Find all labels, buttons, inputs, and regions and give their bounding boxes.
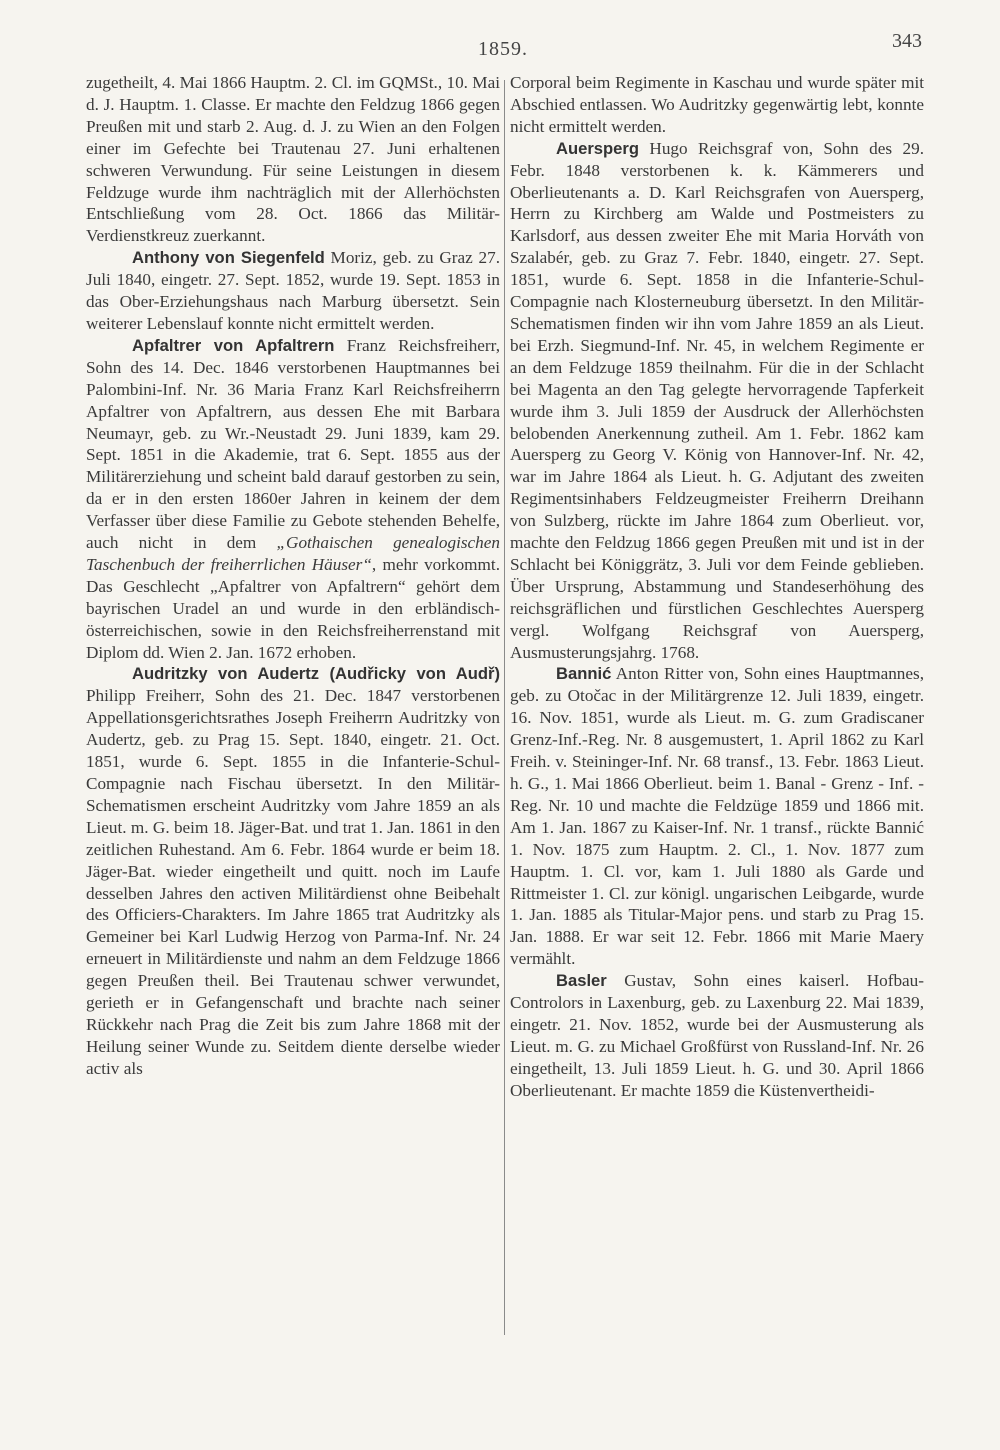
entry-text: Hugo Reichsgraf von, Sohn des 29. Febr. 1848 verstorbenen k. k. Kämmerers und Oberlieutenants a. D. Karl Reichsgrafen von Auersperg, Herrn zu Kirchberg am Walde und Postmeisters zu Karlsdorf, aus dessen zweiter Ehe mit Maria Horváth von Szalabér, geb. zu Graz 7. Febr. 1840, eingetr. 27. Sept. 1851, wurde 6. Sept. 1858 in die Infanterie-Schul-Compagnie nach Klosterneuburg übersetzt. In den Militär-Schematismen finden wir ihn vom Jahre 1859 an als Lieut. bei Erzh. Siegmund-Inf. Nr. 45, in welchem Regimente er an dem Feldzuge 1859 theilnahm. Für die in der Schlacht bei Magenta an den Tag gelegte hervorragende Tapferkeit wurde ihm 3. Juli 1859 der Ausdruck der Allerhöchsten belobenden Anerkennung zutheil. Am 1. Febr. 1862 kam Auersperg zu Georg V. König von Hannover-Inf. Nr. 42, war im Jahre 1864 als Lieut. h. G. Adjutant des zweiten Regimentsinhabers Feldzeugmeister Freiherrn Dreihann von Sulzberg, rückte im Jahre 1864 zum Oberlieut. vor, machte den Feldzug 1866 gegen Preußen mit und ist in der Schlacht bei Königgrätz, 3. Juli vor dem Feinde geblieben. Über Ursprung, Abstammung und Standeserhöhung des reichsgräflichen und fürstlichen Geschlechtes Auersperg vergl. Wolfgang Reichsgraf von Auersperg, Ausmusterungsjahrg. 1768. [510,138,924,662]
running-head-year: 1859. [478,38,528,60]
entry-headword: Basler [556,971,607,991]
text-columns [86,72,924,1342]
entry-text: Anton Ritter von, Sohn eines Hauptmannes, geb. zu Otočac in der Militärgrenze 12. Juli 1839, eingetr. 16. Nov. 1851, wurde als Lieut. m. G. zum Gradiscaner Grenz-Inf.-Reg. Nr. 8 ausgemustert, 1. April 1862 zu Karl Freih. v. Steininger-Inf. Nr. 68 transf., 13. Febr. 1863 Lieut. h. G., 1. Mai 1866 Oberlieut. beim 1. Banal - Grenz - Inf. - Reg. Nr. 10 und machte die Feldzüge 1859 und 1866 mit. Am 1. Jan. 1867 zu Kaiser-Inf. Nr. 1 transf., rückte Bannić 1. Nov. 1875 zum Hauptm. 2. Cl., 1. Nov. 1877 zum Hauptm. 1. Cl. vor, kam 1. Juli 1880 als Garde und Rittmeister 1. Cl. zur königl. ungarischen Leibgarde, wurde 1. Jan. 1885 als Titular-Major pens. und starb zu Prag 15. Jan. 1888. Er war seit 12. Febr. 1866 mit Marie Maery vermählt. [510,664,924,969]
entry-headword: Anthony von Siegenfeld [132,248,325,268]
left-column [86,72,500,1342]
entry-headword: Apfaltrer von Apfaltrern [132,335,335,355]
entry-headword: Auersperg [556,138,639,158]
entry-text-after: , mehr vorkommt. Das Geschlecht „Apfaltrer von Apfaltrern“ gehört dem bayrischen Uradel an und wurde in den erbländisch-österreichischen, sowie in den Reichsfreiherrenstand mit Diplom dd. Wien 2. Jan. 1672 erhoben. [86,554,500,662]
page-number: 343 [892,30,922,52]
page-header [86,30,922,64]
entry-text: Moriz, geb. zu Graz 27. Juli 1840, eingetr. 27. Sept. 1852, wurde 19. Sept. 1853 in das Ober-Erziehungshaus nach Marburg übersetzt. Sein weiterer Lebenslauf konnte nicht ermittelt werden. [86,248,500,333]
entry-text: Franz Reichsfreiherr, Sohn des 14. Dec. 1846 verstorbenen Hauptmannes bei Palombini-Inf. Nr. 36 Maria Franz Karl Reichsfreiherrn Apfaltrer von Apfaltrern, aus dessen Ehe mit Barbara Neumayr, geb. zu Wr.-Neustadt 29. Juni 1839, kam 29. Sept. 1851 in die Akademie, trat 6. Sept. 1855 aus der Militärerziehung und scheint bald darauf gestorben zu sein, da er in den ersten 1860er Jahren in keinem der dem Verfasser über diese Familie zu Gebote stehenden Behelfe, auch nicht in dem [86,335,500,553]
entry-text: Gustav, Sohn eines kaiserl. Hofbau-Controlors in Laxenburg, geb. zu Laxenburg 22. Mai 1839, eingetr. 21. Nov. 1852, wurde bei der Ausmusterung als Lieut. m. G. zu Michael Großfürst von Russland-Inf. Nr. 26 eingetheilt, 13. Juli 1859 Lieut. h. G. und 30. April 1866 Oberlieutenant. Er machte 1859 die Küstenvertheidi- [510,971,924,1100]
entry-auersperg [510,138,924,664]
continuation-paragraph: zugetheilt, 4. Mai 1866 Hauptm. 2. Cl. im GQMSt., 10. Mai d. J. Hauptm. 1. Classe. Er machte den Feldzug 1866 gegen Preußen mit und starb 2. Aug. d. J. zu Wien an den Folgen einer im Gefechte bei Trautenau 27. Juni erhaltenen schweren Verwundung. Für seine Leistungen in diesem Feldzuge wurde ihm nachträglich mit der Allerhöchsten Entschließung vom 28. Oct. 1866 das Militär-Verdienstkreuz zuerkannt. [86,73,500,246]
right-column [510,72,924,1342]
entry-basler [510,970,924,1101]
entry-italic-title: „Gothaischen genealogischen Taschenbuch der freiherrlichen Häuser“ [86,533,500,574]
entry-audritzky-von-audertz [86,663,500,1079]
entry-bannic [510,663,924,970]
entry-headword: Audritzky von Audertz (Audřicky von Audř) [132,664,500,684]
entry-headword: Bannić [556,664,612,684]
continuation-paragraph: Corporal beim Regimente in Kaschau und wurde später mit Abschied entlassen. Wo Audritzky gegenwärtig lebt, konnte nicht ermittelt werden. [510,73,924,136]
column-divider [504,80,505,1335]
entry-text: Philipp Freiherr, Sohn des 21. Dec. 1847 verstorbenen Appellationsgerichtsrathes Joseph Freiherrn Audritzky von Audertz, geb. zu Prag 15. Sept. 1840, eingetr. 21. Oct. 1851, wurde 6. Sept. 1855 in die Infanterie-Schul-Compagnie nach Fischau übersetzt. In den Militär-Schematismen erscheint Audritzky vom Jahre 1859 an als Lieut. m. G. beim 18. Jäger-Bat. und trat 1. Jan. 1861 in den zeitlichen Ruhestand. Am 6. Febr. 1864 wurde er beim 18. Jäger-Bat. wieder eingetheilt und quitt. noch im Laufe desselben Jahres den activen Militärdienst ohne Beibehalt des Officiers-Charakters. Im Jahre 1865 trat Audritzky als Gemeiner bei Karl Ludwig Herzog von Parma-Inf. Nr. 24 erneuert in Militärdienste und nahm an dem Feldzuge 1866 gegen Preußen theil. Bei Trautenau schwer verwundet, gerieth er in Gefangenschaft und brachte nach seiner Rückkehr nach Prag die Zeit bis zum Jahre 1868 mit der Heilung seiner Wunde zu. Seitdem diente derselbe wieder activ als [86,686,500,1078]
entry-anthony-von-siegenfeld [86,247,500,335]
entry-apfaltrer-von-apfaltrern [86,335,500,664]
